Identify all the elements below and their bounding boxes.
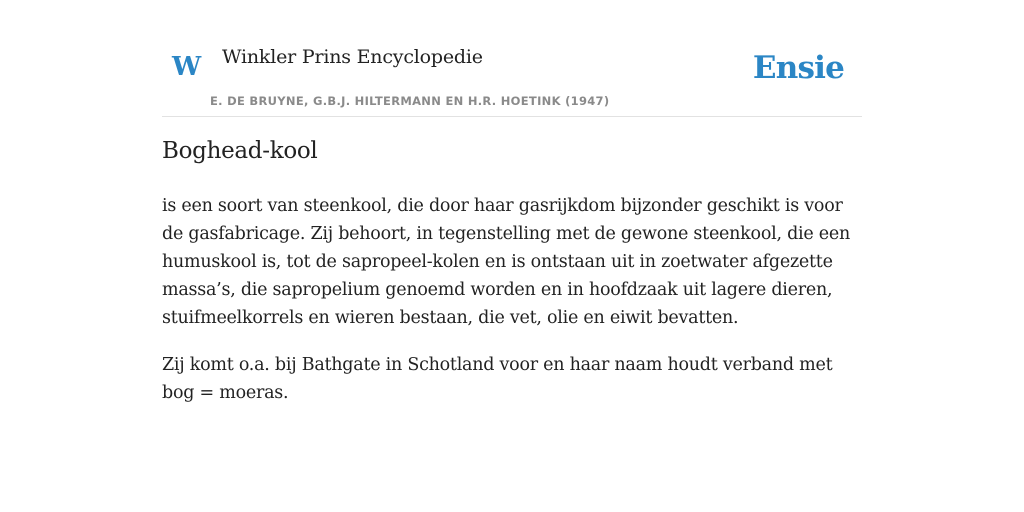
article-paragraph: Zij komt o.a. bij Bathgate in Schotland voor en haar naam houdt verband met bog = moeras.: [162, 355, 833, 403]
authors-line: E. DE BRUYNE, G.B.J. HILTERMANN EN H.R. HOETINK (1947): [210, 94, 610, 108]
winkler-prins-logo[interactable]: W: [172, 52, 202, 82]
article-body: [162, 192, 858, 426]
encyclopedia-title: Winkler Prins Encyclopedie: [222, 46, 483, 68]
article-title: Boghead-kool: [162, 138, 318, 164]
site-header: [162, 40, 862, 117]
article-paragraph: is een soort van steenkool, die door haar gasrijkdom bijzonder geschikt is voor de gasfabricage. Zij behoort, in tegenstelling met de gewone steenkool, die een humuskool is, tot de sapropeel-kolen en is ontstaan uit in zoetwater afgezette massa’s, die sapropelium genoemd worden en in hoofdzaak uit lagere dieren, stuifmeelkorrels en wieren bestaan, die vet, olie en eiwit bevatten.: [162, 196, 851, 328]
ensie-brand-link[interactable]: Ensie: [752, 50, 844, 86]
